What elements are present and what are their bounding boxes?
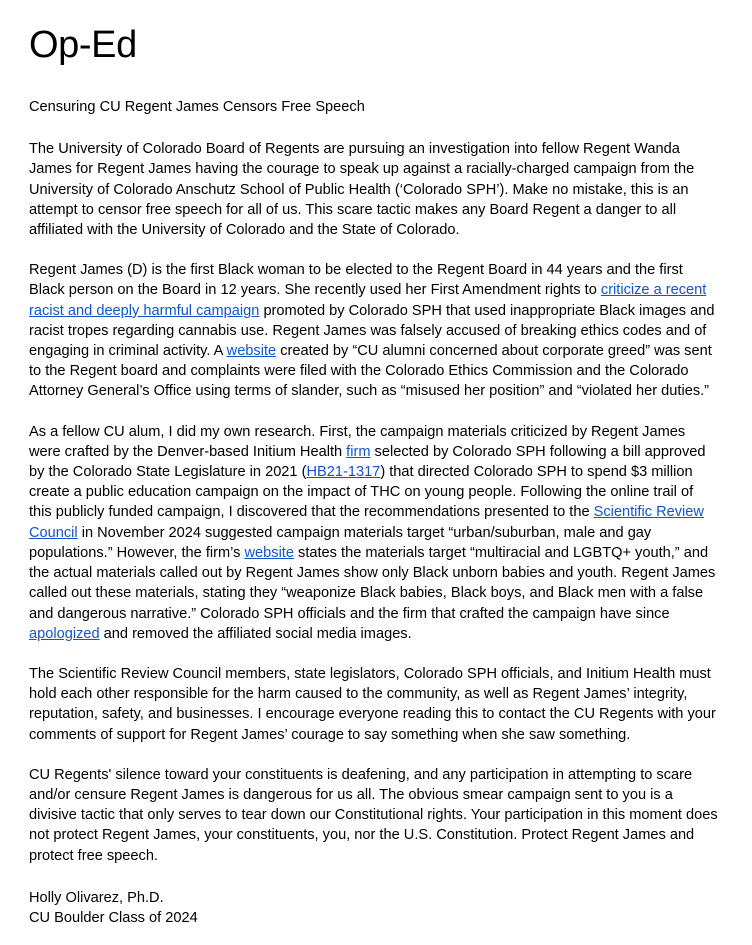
paragraph-text: promoted by Colorado SPH that used inappropriate Black images and racist tropes regarding cannabis use. Regent James was falsely accused of breaking ethics codes and of engaging in criminal activity. A <box>29 302 715 360</box>
body-link[interactable]: website <box>244 544 294 561</box>
body-link[interactable]: Scientific Review Council <box>29 504 704 541</box>
paragraph <box>29 260 718 401</box>
paragraph-text: in November 2024 suggested campaign materials target “urban/suburban, male and gay populations.” However, the firm’s <box>29 524 652 561</box>
paragraph-text: created by “CU alumni concerned about corporate greed” was sent to the Regent board and complaints were filed with the Colorado Ethics Commission and the Colorado Attorney General’s Office using terms of slander, such as “misused her position” and “violated her duties.” <box>29 343 712 400</box>
paragraph-text: The Scientific Review Council members, state legislators, Colorado SPH officials, and Initium Health must hold each other responsible for the harm caused to the community, as well as Regent James’ integrity, reputation, safety, and businesses. I encourage everyone reading this to contact the CU Regents with your comments of support for Regent James’ courage to say something when she saw something. <box>29 665 716 743</box>
paragraph-text: CU Regents' silence toward your constituents is deafening, and any participation in attempting to scare and/or censure Regent James is dangerous for us all. The obvious smear campaign sent to you is a divisive tactic that only serves to tear down our Constitutional rights. Your participation in this moment does not protect Regent James, your constituents, you, nor the U.S. Constitution. Protect Regent James and protect free speech. <box>29 766 718 864</box>
paragraph-text: selected by Colorado SPH following a bill approved by the Colorado State Legislature in 2021 ( <box>29 443 706 481</box>
paragraph-text: The University of Colorado Board of Regents are pursuing an investigation into fellow Regent Wanda James for Regent James having the courage to speak up against a racially-charged campaign from the University of Colorado Anschutz School of Public Health (‘Colorado SPH’). Make no mistake, this is an attempt to censor free speech for all of us. This scare tactic makes any Board Regent a danger to all affiliated with the University of Colorado and the State of Colorado. <box>29 141 695 239</box>
signature-affiliation: CU Boulder Class of 2024 <box>29 909 198 926</box>
signature-name: Holly Olivarez, Ph.D. <box>29 889 164 906</box>
paragraph-text: states the materials target “multiracial and LGBTQ+ youth,” and the actual materials called out by Regent James show only Black unborn babies and youth. Regent James called out these materials, stating they “weaponize Black babies, Black boys, and Black men with a false and dangerous narrative.” Colorado SPH officials and the firm that crafted the campaign have since <box>29 544 716 622</box>
paragraph-text: ) that directed Colorado SPH to spend $3 million create a public education campaign on the impact of THC on young people. Following the online trail of this publicly funded campaign, I discovered that the recommendations presented to the <box>29 464 694 521</box>
paragraph <box>29 765 718 866</box>
document-subtitle: Censuring CU Regent James Censors Free Speech <box>29 98 365 115</box>
paragraph-text: Regent James (D) is the first Black woman to be elected to the Regent Board in 44 years and the first Black person on the Board in 12 years. She recently used her First Amendment rights to <box>29 262 683 299</box>
paragraph <box>29 664 718 745</box>
paragraph <box>29 139 718 240</box>
paragraph-text: and removed the affiliated social media images. <box>99 625 412 642</box>
body-link[interactable]: firm <box>346 443 371 460</box>
signature-block <box>29 888 718 928</box>
document-body <box>29 139 718 866</box>
body-link[interactable]: HB21-1317 <box>306 464 381 481</box>
body-link[interactable]: website <box>226 343 277 360</box>
body-link[interactable]: apologized <box>29 625 100 642</box>
paragraph-text: As a fellow CU alum, I did my own research. First, the campaign materials criticized by Regent James were crafted by the Denver-based Initium Health <box>29 423 686 460</box>
body-link[interactable]: criticize a recent racist and deeply harmful campaign <box>29 282 707 319</box>
paragraph <box>29 422 718 644</box>
page-title: Op-Ed <box>29 24 137 66</box>
